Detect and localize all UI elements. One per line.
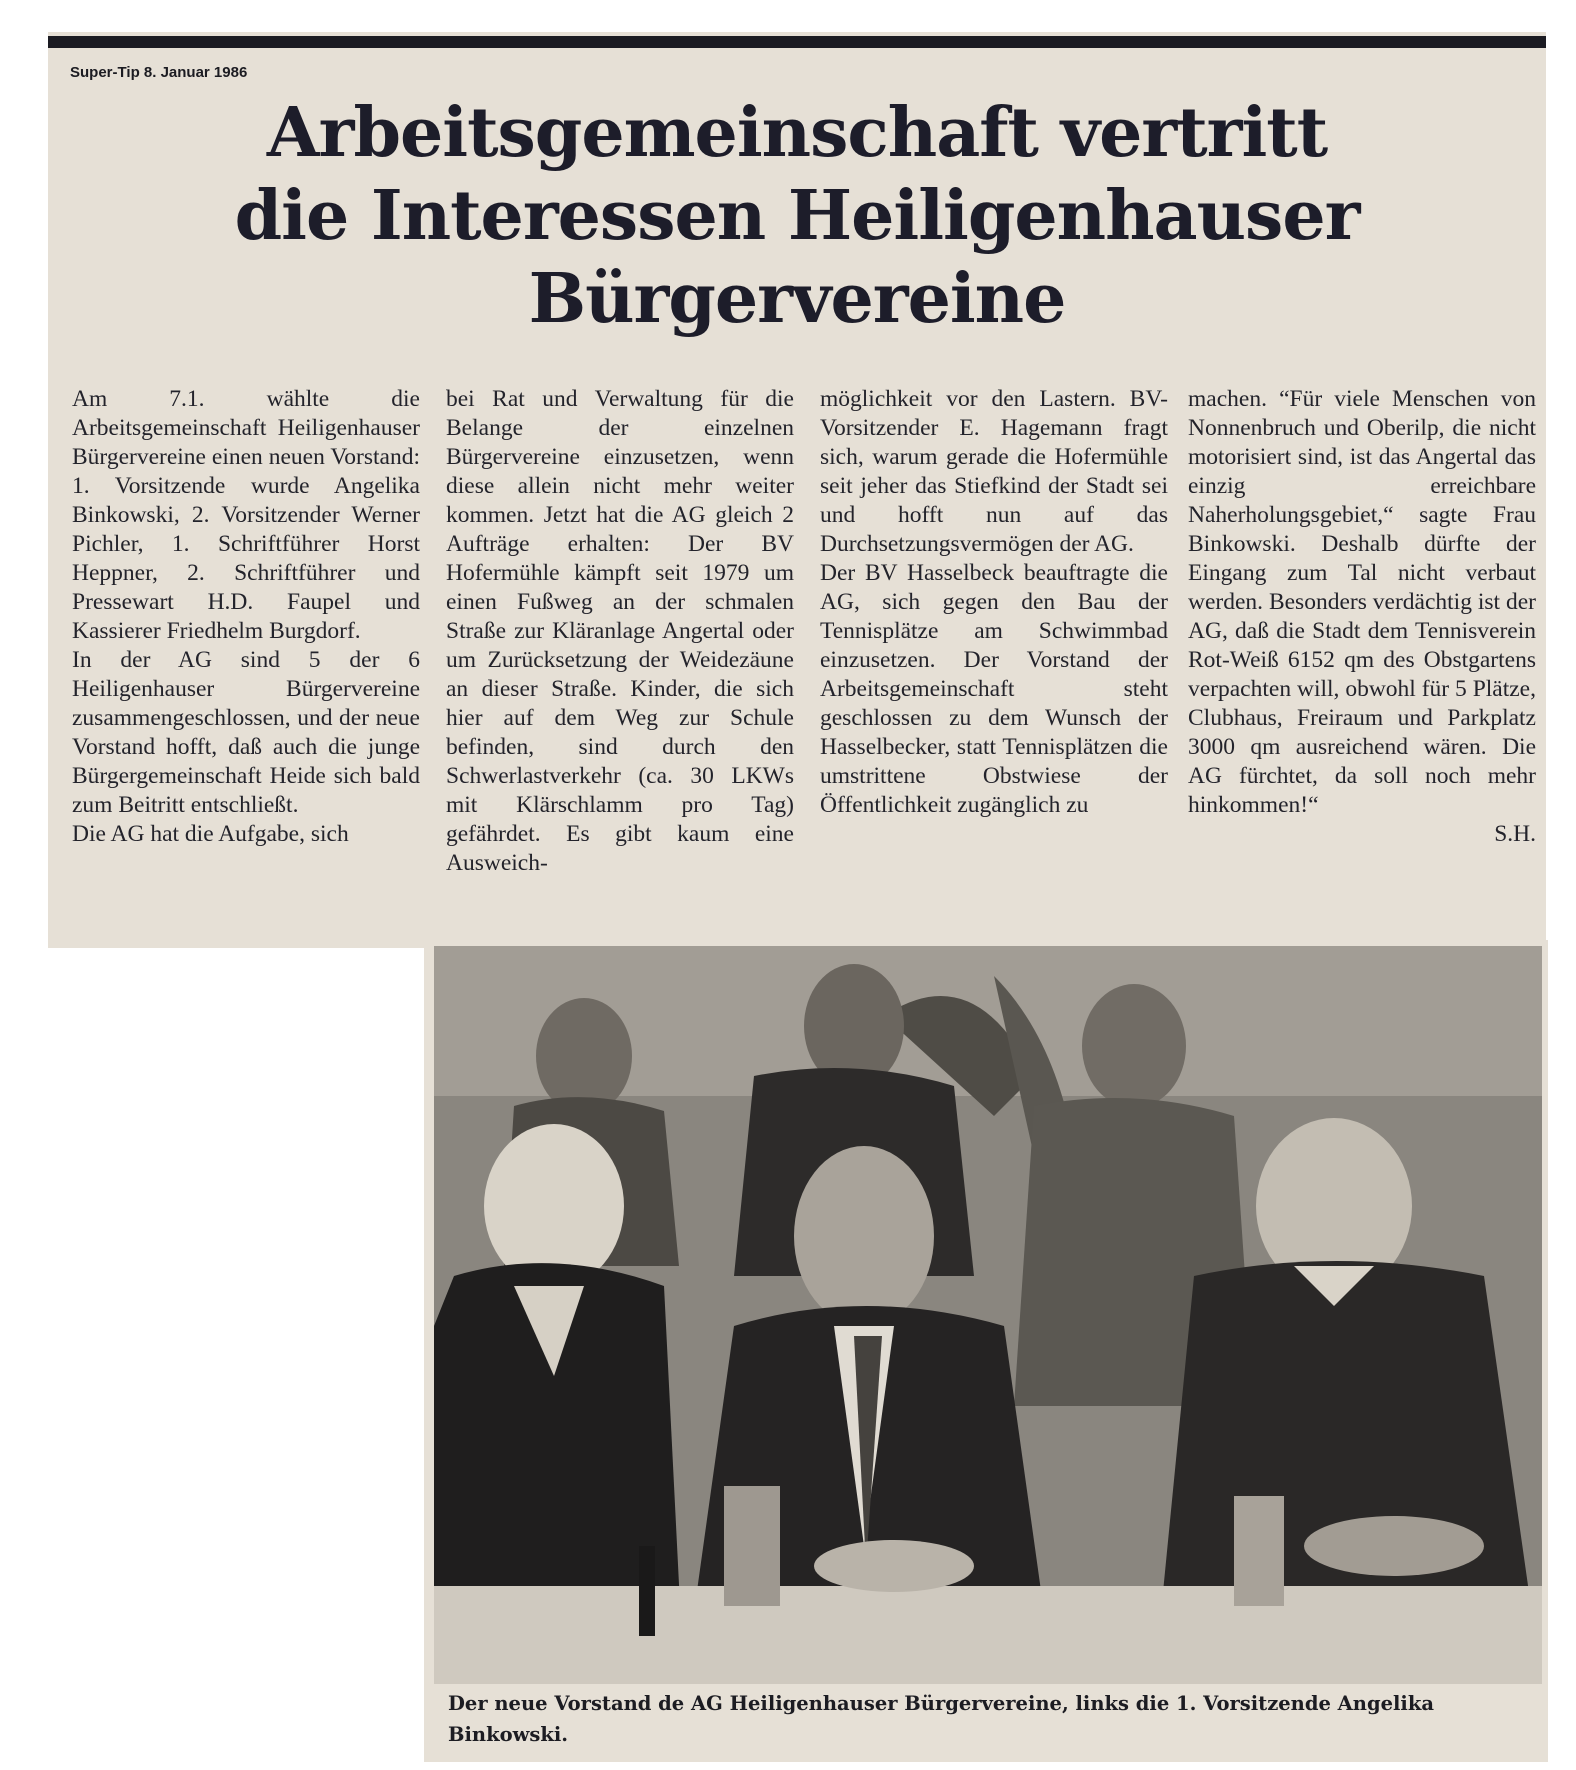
paragraph: Am 7.1. wählte die Arbeitsgemeinschaft Heiligenhauser Bürgervereine einen neuen Vorstand: 1. Vorsitzende wurde Angelika Binkowski, 2. Vorsitzender Werner Pichler, 1. Schriftführer Horst Heppner, 2. Schriftführer und Pressewart H.D. Faupel und Kassierer Friedhelm Burgdorf. [72, 386, 420, 644]
paragraph: In der AG sind 5 der 6 Heiligenhauser Bürgervereine zusammengeschlossen, und der neue Vorstand hofft, daß auch die junge Bürgergemeinschaft Heide sich bald zum Beitritt entschließt. [72, 647, 420, 818]
dateline: Super-Tip 8. Januar 1986 [70, 64, 248, 81]
paragraph: machen. “Für viele Menschen von Nonnenbruch und Oberilp, die nicht motorisiert sind, ist das Angertal das einzig erreichbare Naherholungsgebiet,“ sagte Frau Binkowski. Deshalb dürfte der Eingang zum Tal nicht verbaut werden. Besonders verdächtig ist der AG, daß die Stadt dem Tennisverein Rot-Weiß 6152 qm des Obstgartens verpachten will, obwohl für 5 Plätze, Clubhaus, Freiraum und Parkplatz 3000 qm ausreichend wären. Die AG fürchtet, da soll noch mehr hinkommen!“ [1188, 386, 1536, 818]
paragraph: Die AG hat die Aufgabe, sich [72, 821, 349, 847]
paragraph: bei Rat und Verwaltung für die Belange der einzelnen Bürgervereine einzusetzen, wenn diese allein nicht mehr weiter kommen. Jetzt hat die AG gleich 2 Aufträge erhalten: Der BV Hofermühle kämpft seit 1979 um einen Fußweg an der schmalen Straße zur Kläranlage Angertal oder um Zurücksetzung der Weidezäune an dieser Straße. Kinder, die sich hier auf dem Weg zur Schule befinden, sind durch den Schwerlastverkehr (ca. 30 LKWs mit Klärschlamm pro Tag) gefährdet. Es gibt kaum eine Ausweich- [446, 386, 794, 876]
article-column-2 [446, 385, 794, 878]
group-photo [434, 946, 1542, 1684]
paragraph: möglichkeit vor den Lastern. BV-Vorsitzender E. Hagemann fragt sich, warum gerade die Hofermühle seit jeher das Stiefkind der Stadt sei und hofft nun auf das Durchsetzungsvermögen der AG. [820, 386, 1168, 557]
article-column-3 [820, 385, 1168, 820]
headline-line-2: die Interessen Heiligenhauser [234, 176, 1360, 256]
author-signature: S.H. [1494, 821, 1536, 847]
photo-caption: Der neue Vorstand de AG Heiligenhauser Bürgervereine, links die 1. Vorsitzende Angelika Binkowski. [448, 1692, 1434, 1746]
headline [60, 92, 1534, 341]
headline-line-1: Arbeitsgemeinschaft vertritt [266, 93, 1328, 173]
top-rule [48, 36, 1546, 48]
paragraph: Der BV Hasselbeck beauftragte die AG, sich gegen den Bau der Tennisplätze am Schwimmbad einzusetzen. Der Vorstand der Arbeitsgemeinschaft steht geschlossen zu dem Wunsch der Hasselbecker, statt Tennisplätzen die umstrittene Obstwiese der Öffentlichkeit zugänglich zu [820, 560, 1168, 818]
headline-line-3: Bürgervereine [528, 259, 1066, 339]
article-column-1 [72, 385, 420, 849]
photo-illustration [434, 946, 1542, 1684]
article-column-4 [1188, 385, 1536, 849]
